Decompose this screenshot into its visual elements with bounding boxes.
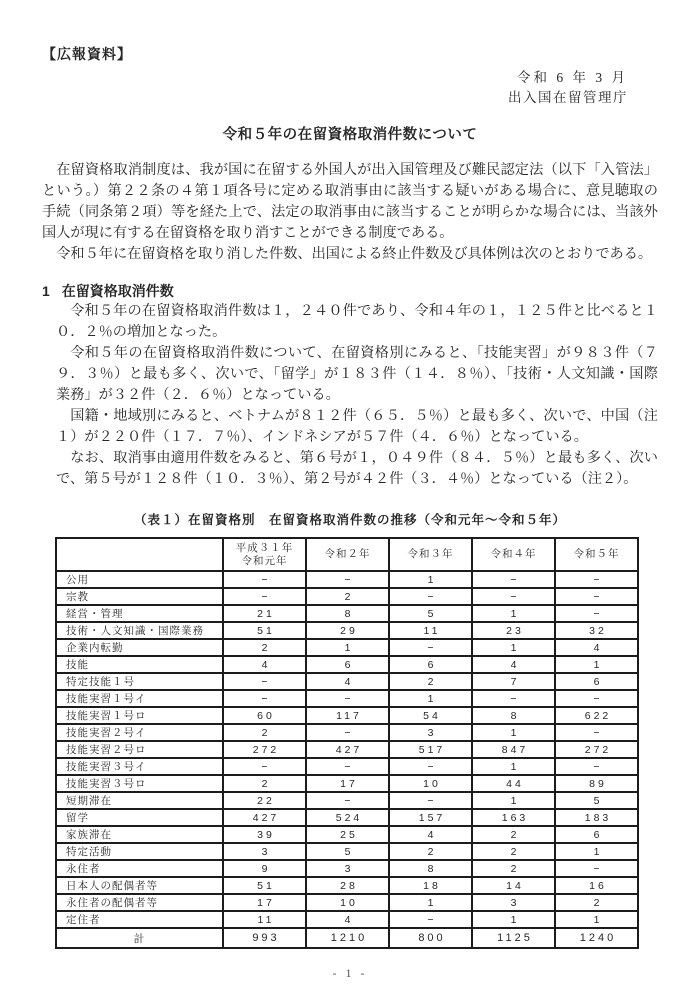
total-value-cell: 993 bbox=[223, 928, 306, 948]
row-label: 技能実習１号イ bbox=[56, 690, 223, 707]
value-cell: 6 bbox=[389, 656, 472, 673]
value-cell: 4 bbox=[555, 639, 638, 656]
row-label: 家族滞在 bbox=[56, 826, 223, 843]
row-label: 経営・管理 bbox=[56, 605, 223, 622]
value-cell: − bbox=[223, 673, 306, 690]
value-cell: 272 bbox=[555, 741, 638, 758]
value-cell: 2 bbox=[472, 860, 555, 877]
value-cell: 622 bbox=[555, 707, 638, 724]
row-label: 技能実習３号ロ bbox=[56, 775, 223, 792]
value-cell: − bbox=[555, 860, 638, 877]
table-row bbox=[56, 571, 638, 588]
row-label: 永住者 bbox=[56, 860, 223, 877]
value-cell: 23 bbox=[472, 622, 555, 639]
column-header: 令和５年 bbox=[555, 538, 638, 571]
value-cell: 10 bbox=[389, 775, 472, 792]
table-body bbox=[56, 571, 638, 928]
value-cell: 1 bbox=[472, 605, 555, 622]
value-cell: − bbox=[389, 911, 472, 928]
value-cell: 22 bbox=[223, 792, 306, 809]
value-cell: 17 bbox=[223, 894, 306, 911]
section1-paragraph: 令和５年の在留資格取消件数について、在留資格別にみると、「技能実習」が９８３件（７９．３％）と最も多く、次いで、「留学」が１８３件（１４．８％）、「技術・人文知識・国際業務」が３２件（２．６％）となっている。 bbox=[56, 345, 658, 403]
value-cell: 2 bbox=[223, 775, 306, 792]
value-cell: 1 bbox=[555, 911, 638, 928]
value-cell: − bbox=[306, 792, 389, 809]
table-total-row bbox=[56, 928, 638, 948]
value-cell: 2 bbox=[306, 588, 389, 605]
value-cell: 32 bbox=[555, 622, 638, 639]
value-cell: − bbox=[555, 605, 638, 622]
table-row bbox=[56, 826, 638, 843]
value-cell: 4 bbox=[306, 673, 389, 690]
column-header-line1: 平成３１年 bbox=[235, 542, 294, 554]
value-cell: − bbox=[555, 588, 638, 605]
value-cell: 3 bbox=[472, 894, 555, 911]
value-cell: 1 bbox=[389, 690, 472, 707]
intro-paragraph: 令和５年に在留資格を取り消した件数、出国による終止件数及び具体例は次のとおりである。 bbox=[56, 246, 653, 262]
value-cell: 4 bbox=[223, 656, 306, 673]
value-cell: 6 bbox=[555, 673, 638, 690]
row-label: 技能実習３号イ bbox=[56, 758, 223, 775]
value-cell: 163 bbox=[472, 809, 555, 826]
total-value-cell: 1210 bbox=[306, 928, 389, 948]
value-cell: 4 bbox=[389, 826, 472, 843]
row-label: 技能実習１号ロ bbox=[56, 707, 223, 724]
value-cell: 21 bbox=[223, 605, 306, 622]
revocation-table bbox=[55, 537, 639, 949]
doc-date: 令和 6 年 3 月 bbox=[517, 70, 628, 85]
value-cell: 4 bbox=[472, 656, 555, 673]
value-cell: − bbox=[389, 588, 472, 605]
section1-paragraph: なお、取消事由適用件数をみると、第６号が１，０４９件（８４．５％）と最も多く、次いで、第５号が１２８件（１０．３％）、第２号が４２件（３．４％）となっている（注２）。 bbox=[56, 450, 658, 487]
table-row bbox=[56, 894, 638, 911]
doc-agency: 出入国在留管理庁 bbox=[508, 90, 628, 105]
value-cell: 1 bbox=[472, 639, 555, 656]
value-cell: 517 bbox=[389, 741, 472, 758]
table-row bbox=[56, 588, 638, 605]
value-cell: 6 bbox=[555, 826, 638, 843]
table-row bbox=[56, 741, 638, 758]
value-cell: − bbox=[472, 588, 555, 605]
total-value-cell: 800 bbox=[389, 928, 472, 948]
value-cell: 44 bbox=[472, 775, 555, 792]
value-cell: 1 bbox=[306, 639, 389, 656]
total-value-cell: 1240 bbox=[555, 928, 638, 948]
value-cell: 11 bbox=[389, 622, 472, 639]
table-row bbox=[56, 622, 638, 639]
value-cell: 1 bbox=[472, 724, 555, 741]
table-row bbox=[56, 639, 638, 656]
value-cell: 427 bbox=[223, 809, 306, 826]
row-label: 留学 bbox=[56, 809, 223, 826]
value-cell: 10 bbox=[306, 894, 389, 911]
value-cell: 89 bbox=[555, 775, 638, 792]
value-cell: 18 bbox=[389, 877, 472, 894]
value-cell: 54 bbox=[389, 707, 472, 724]
date-block bbox=[42, 68, 658, 108]
intro-section bbox=[42, 160, 658, 265]
value-cell: 51 bbox=[223, 622, 306, 639]
value-cell: 157 bbox=[389, 809, 472, 826]
table-row bbox=[56, 843, 638, 860]
row-label: 特定技能１号 bbox=[56, 673, 223, 690]
row-label: 短期滞在 bbox=[56, 792, 223, 809]
value-cell: 9 bbox=[223, 860, 306, 877]
value-cell: 51 bbox=[223, 877, 306, 894]
value-cell: − bbox=[555, 571, 638, 588]
table-row bbox=[56, 673, 638, 690]
value-cell: 1 bbox=[555, 656, 638, 673]
value-cell: 183 bbox=[555, 809, 638, 826]
table-header-row bbox=[56, 538, 638, 571]
value-cell: − bbox=[223, 588, 306, 605]
table-row bbox=[56, 860, 638, 877]
column-header-line2: 令和元年 bbox=[241, 555, 288, 567]
value-cell: 6 bbox=[306, 656, 389, 673]
value-cell: − bbox=[472, 690, 555, 707]
value-cell: 25 bbox=[306, 826, 389, 843]
value-cell: 8 bbox=[389, 860, 472, 877]
value-cell: 847 bbox=[472, 741, 555, 758]
page-number: - 1 - bbox=[332, 966, 368, 980]
value-cell: 1 bbox=[389, 894, 472, 911]
value-cell: 5 bbox=[389, 605, 472, 622]
value-cell: 2 bbox=[472, 843, 555, 860]
table-row bbox=[56, 690, 638, 707]
table-row bbox=[56, 911, 638, 928]
corner-cell bbox=[56, 538, 223, 571]
value-cell: 2 bbox=[389, 673, 472, 690]
table-row bbox=[56, 809, 638, 826]
row-label: 宗教 bbox=[56, 588, 223, 605]
row-label: 永住者の配偶者等 bbox=[56, 894, 223, 911]
value-cell: 427 bbox=[306, 741, 389, 758]
doc-title: 令和５年の在留資格取消件数について bbox=[222, 127, 478, 143]
value-cell: 60 bbox=[223, 707, 306, 724]
table-row bbox=[56, 877, 638, 894]
section1-heading-text: 在留資格取消件数 bbox=[61, 283, 174, 299]
value-cell: − bbox=[555, 724, 638, 741]
row-label: 技能実習２号ロ bbox=[56, 741, 223, 758]
value-cell: 3 bbox=[306, 860, 389, 877]
value-cell: − bbox=[223, 690, 306, 707]
value-cell: 2 bbox=[223, 724, 306, 741]
section1-paragraph: 国籍・地域別にみると、ベトナムが８１２件（６５．５％）と最も多く、次いで、中国（注１）が２２０件（１７．７％）、インドネシアが５７件（４．６％）となっている。 bbox=[56, 408, 658, 445]
table-row bbox=[56, 758, 638, 775]
value-cell: 29 bbox=[306, 622, 389, 639]
row-label: 技能 bbox=[56, 656, 223, 673]
value-cell: − bbox=[389, 639, 472, 656]
value-cell: 2 bbox=[472, 826, 555, 843]
value-cell: 39 bbox=[223, 826, 306, 843]
value-cell: 7 bbox=[472, 673, 555, 690]
value-cell: 17 bbox=[306, 775, 389, 792]
value-cell: 1 bbox=[472, 792, 555, 809]
total-value-cell: 1125 bbox=[472, 928, 555, 948]
row-label: 公用 bbox=[56, 571, 223, 588]
value-cell: 8 bbox=[472, 707, 555, 724]
value-cell: 272 bbox=[223, 741, 306, 758]
value-cell: 5 bbox=[555, 792, 638, 809]
value-cell: − bbox=[223, 571, 306, 588]
value-cell: 3 bbox=[389, 724, 472, 741]
value-cell: 28 bbox=[306, 877, 389, 894]
table-row bbox=[56, 707, 638, 724]
value-cell: − bbox=[555, 690, 638, 707]
section1-paragraph: 令和５年の在留資格取消件数は１，２４０件であり、令和４年の１，１２５件と比べると１０．２％の増加となった。 bbox=[56, 303, 658, 340]
value-cell: 2 bbox=[223, 639, 306, 656]
value-cell: 4 bbox=[306, 911, 389, 928]
value-cell: − bbox=[472, 571, 555, 588]
section1-number: 1 bbox=[42, 283, 50, 299]
value-cell: − bbox=[306, 571, 389, 588]
table1-title: （表１）在留資格別 在留資格取消件数の推移（令和元年～令和５年） bbox=[133, 513, 566, 527]
value-cell: − bbox=[306, 690, 389, 707]
column-header: 令和４年 bbox=[472, 538, 555, 571]
value-cell: − bbox=[306, 724, 389, 741]
row-label: 企業内転勤 bbox=[56, 639, 223, 656]
table-row bbox=[56, 656, 638, 673]
value-cell: − bbox=[389, 758, 472, 775]
value-cell: 5 bbox=[306, 843, 389, 860]
value-cell: 1 bbox=[389, 571, 472, 588]
total-row-label: 計 bbox=[56, 928, 223, 948]
row-label: 技能実習２号イ bbox=[56, 724, 223, 741]
row-label: 定住者 bbox=[56, 911, 223, 928]
row-label: 技術・人文知識・国際業務 bbox=[56, 622, 223, 639]
value-cell: − bbox=[555, 758, 638, 775]
value-cell: 1 bbox=[472, 911, 555, 928]
column-header bbox=[223, 538, 306, 571]
table-row bbox=[56, 775, 638, 792]
row-label: 特定活動 bbox=[56, 843, 223, 860]
value-cell: 8 bbox=[306, 605, 389, 622]
row-label: 日本人の配偶者等 bbox=[56, 877, 223, 894]
value-cell: 3 bbox=[223, 843, 306, 860]
value-cell: − bbox=[389, 792, 472, 809]
value-cell: 117 bbox=[306, 707, 389, 724]
section1-body bbox=[56, 301, 658, 490]
value-cell: 1 bbox=[555, 843, 638, 860]
value-cell: 524 bbox=[306, 809, 389, 826]
value-cell: − bbox=[223, 758, 306, 775]
column-header: 令和２年 bbox=[306, 538, 389, 571]
value-cell: 16 bbox=[555, 877, 638, 894]
column-header: 令和３年 bbox=[389, 538, 472, 571]
value-cell: 2 bbox=[555, 894, 638, 911]
table-row bbox=[56, 605, 638, 622]
value-cell: 2 bbox=[389, 843, 472, 860]
value-cell: − bbox=[306, 758, 389, 775]
value-cell: 1 bbox=[472, 758, 555, 775]
doc-classification-label: 【広報資料】 bbox=[42, 46, 132, 62]
table-row bbox=[56, 724, 638, 741]
section1-heading bbox=[42, 281, 658, 301]
table-row bbox=[56, 792, 638, 809]
intro-paragraph: 在留資格取消制度は、我が国に在留する外国人が出入国管理及び難民認定法（以下「入管法」という。）第２２条の４第１項各号に定める取消事由に該当する疑いがある場合に、意見聴取の手続（同条第２項）等を経た上で、法定の取消事由に該当することが明らかな場合には、当該外国人が現に有する在留資格を取り消すことができる制度である。 bbox=[42, 162, 658, 241]
value-cell: 11 bbox=[223, 911, 306, 928]
value-cell: 14 bbox=[472, 877, 555, 894]
